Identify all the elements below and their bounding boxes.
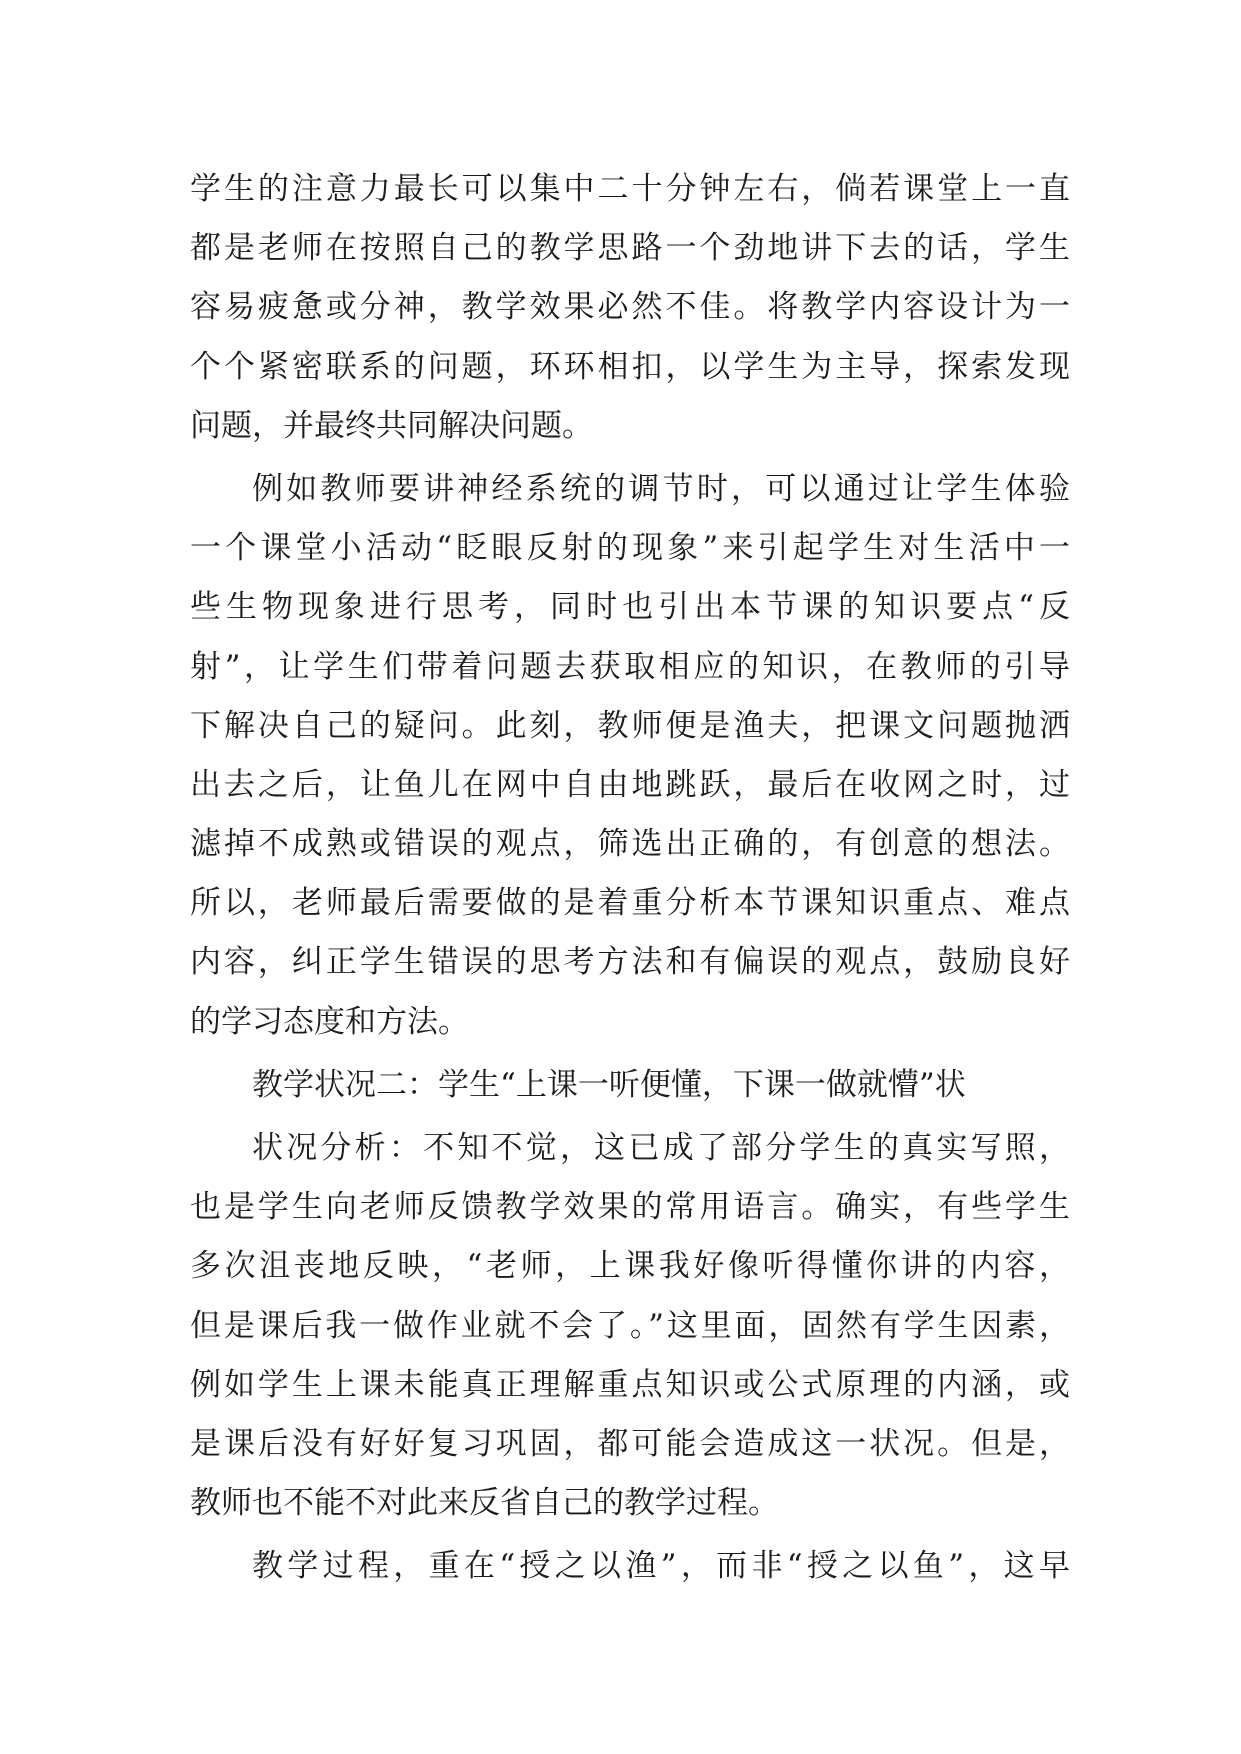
body-text <box>190 160 1070 1597</box>
text-line: 状况分析：不知不觉，这已成了部分学生的真实写照， <box>252 1130 1070 1166</box>
text-line: 所以，老师最后需要做的是着重分析本节课知识重点、难点 <box>190 885 1070 922</box>
text-line: 出去之后，让鱼儿在网中自由地跳跃，最后在收网之时，过 <box>190 766 1070 803</box>
text-line: 滤掉不成熟或错误的观点，筛选出正确的，有创意的想法。 <box>190 826 1070 863</box>
text-line: 但是课后我一做作业就不会了。”这里面，固然有学生因素， <box>190 1307 1070 1344</box>
text-line: 的学习态度和方法。 <box>190 1003 469 1040</box>
text-line: 一个课堂小活动“眨眼反射的现象”来引起学生对生活中一 <box>190 530 1070 567</box>
section-heading: 教学状况二：学生“上课一听便懂，下课一做就懵”状 <box>252 1066 966 1103</box>
text-line: 内容，纠正学生错误的思考方法和有偏误的观点，鼓励良好 <box>190 944 1070 981</box>
text-line: 射”，让学生们带着问题去获取相应的知识，在教师的引导 <box>190 648 1070 685</box>
text-line: 多次沮丧地反映，“老师，上课我好像听得懂你讲的内容， <box>190 1248 1070 1285</box>
text-line: 教师也不能不对此来反省自己的教学过程。 <box>190 1485 779 1522</box>
text-line: 例如学生上课未能真正理解重点知识或公式原理的内涵，或 <box>190 1366 1070 1403</box>
text-line: 些生物现象进行思考，同时也引出本节课的知识要点“反 <box>190 589 1070 626</box>
text-line: 教学过程，重在“授之以渔”，而非“授之以鱼”，这早 <box>252 1548 1070 1585</box>
text-line: 也是学生向老师反馈教学效果的常用语言。确实，有些学生 <box>190 1189 1070 1226</box>
text-line: 问题，并最终共同解决问题。 <box>190 407 593 444</box>
text-line: 下解决自己的疑问。此刻，教师便是渔夫，把课文问题抛洒 <box>190 707 1070 744</box>
text-line: 容易疲惫或分神，教学效果必然不佳。将教学内容设计为一 <box>190 289 1070 326</box>
text-line: 学生的注意力最长可以集中二十分钟左右，倘若课堂上一直 <box>190 171 1070 207</box>
text-line: 个个紧密联系的问题，环环相扣，以学生为主导，探索发现 <box>190 348 1070 385</box>
text-line: 都是老师在按照自己的教学思路一个劲地讲下去的话，学生 <box>190 230 1070 267</box>
text-line: 例如教师要讲神经系统的调节时，可以通过让学生体验 <box>252 470 1070 507</box>
text-line: 是课后没有好好复习巩固，都可能会造成这一状况。但是， <box>190 1425 1070 1462</box>
